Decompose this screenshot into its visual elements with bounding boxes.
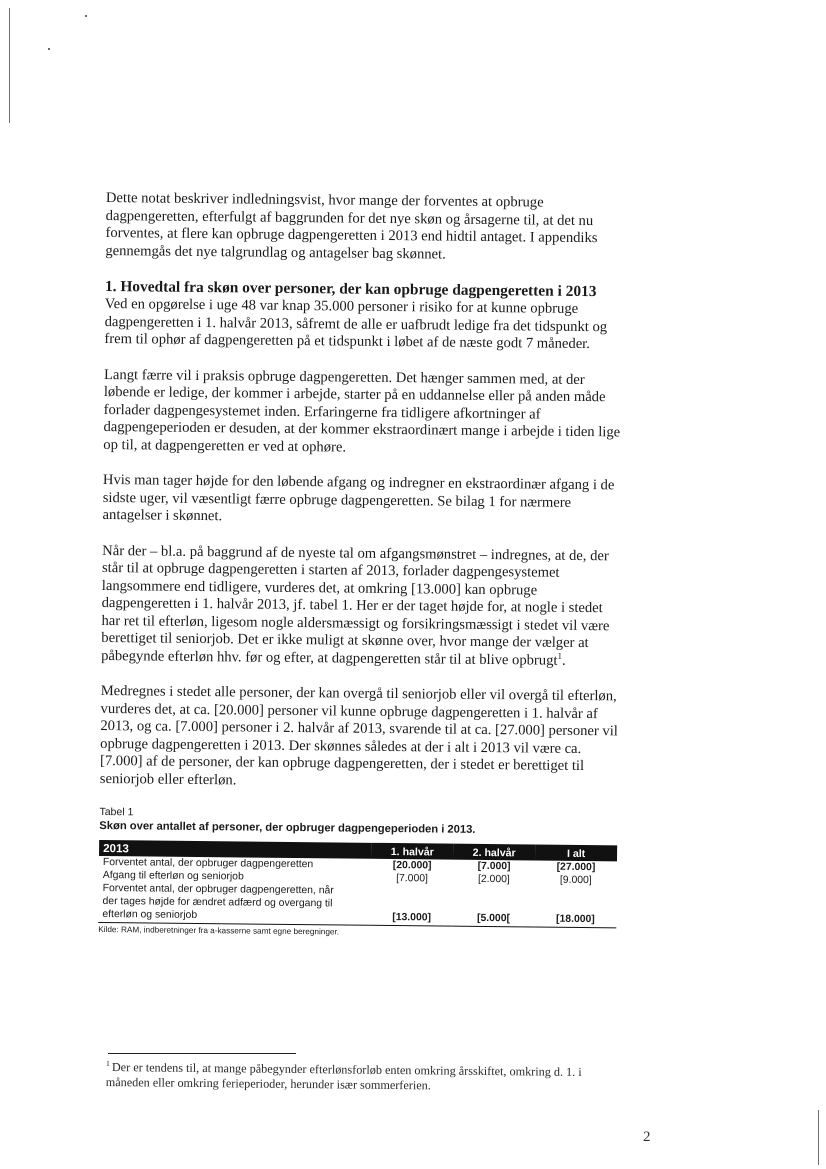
scan-edge-mark [9, 8, 10, 123]
paragraph-3: Hvis man tager højde for den løbende afgang og indregner en ekstraordinær afgang i de sidste uger, vil væsentligt færre opbruge dagpengeretten. Se bilag 1 for nærmere antagelser i skønnet. [102, 471, 615, 525]
section-heading: 1. Hovedtal fra skøn over personer, der kan opbruge dagpengeretten i 2013 [104, 277, 597, 301]
header-year: 2013 [99, 840, 371, 859]
footnote-reference: 1 [557, 650, 563, 661]
footnote-text: Der er tendens til, at mange påbegynder efterlønsforløb enten omkring årsskiftet, omkring d. 1. i måneden eller omkring ferieperioder, herunder især sommerferien. [105, 1060, 582, 1093]
scan-edge-mark [818, 1110, 819, 1165]
paragraph-4-text: Når der – bl.a. på baggrund af de nyeste tal om afgangsmønstret – indregnes, at de, der står til at opbruge dagpengeretten i starten af 2013, forlader dagpengesystemet langsommere end tidligere, vurderes det, at omkring [13.000] kan opbruge dagpengeretten i 1. halvår 2013, jf. tabel 1. Her er der taget højde for, at nogle i stedet har ret til efterløn, ligesom nogle aldersmæssigt og forsikringsmæssigt i stedet vil være berettiget til seniorjob. Det er ikke muligt at skønne over, hvor mange der vælger at påbegynde efterløn hhv. før og efter, at dagpengeretten står til at blive opbrugt [101, 542, 610, 669]
header-total: I alt [535, 845, 617, 862]
paragraph-1: Ved en opgørelse i uge 48 var knap 35.000 personer i risiko for at kunne opbruge dagpengeretten i 1. halvår 2013, såfremt de alle er uafbrudt ledige fra det tidspunkt og frem til ophør af dagpengeretten på et tidspunkt i løbet af de næste godt 7 måneder. [104, 295, 608, 353]
table-caption: Tabel 1 [99, 805, 134, 819]
cell-first-half: [13.000] [371, 885, 453, 926]
cell-total: [18.000] [534, 887, 616, 928]
table-source: Kilde: RAM, indberetninger fra a-kasserne samt egne beregninger. [98, 924, 340, 937]
header-second-half: 2. halvår [453, 844, 535, 861]
row-label: Forventet antal, der opbruger dagpengeretten, når der tages højde for ændret adfærd og overgang til efterløn og seniorjob [98, 882, 371, 925]
intro-paragraph: Dette notat beskriver indledningsvist, hvor mange der forventes at opbruge dagpengeretten, efterfulgt af baggrunden for det nye skøn og årsagerne til, at det nu forventes, at flere kan opbruge dagpengeretten i 2013 end hidtil antaget. I appendiks gennemgås det nye talgrundlag og antagelser bag skønnet. [105, 190, 598, 263]
cell-first-half: [20.000] [392, 860, 432, 872]
header-first-half: 1. halvår [371, 843, 453, 860]
cell-total: [9.000] [559, 874, 592, 887]
cell-first-half: [7.000] [396, 873, 428, 885]
cell-second-half: [5.000[ [452, 886, 534, 927]
cell-second-half: [2.000] [477, 873, 510, 886]
row-label: Forventet antal, der opbruger dagpengeretten [102, 857, 314, 871]
table-row [98, 882, 616, 928]
page-number: 2 [643, 1129, 651, 1145]
scan-dot [85, 15, 87, 17]
cell-total: [27.000] [556, 861, 596, 874]
footnote [106, 1060, 626, 1095]
cell-second-half: [7.000] [477, 860, 511, 873]
paragraph-5: Medregnes i stedet alle personer, der kan overgå til seniorjob eller vil overgå til efterløn, vurderes det, at ca. [20.000] personer vil kunne opbruge dagpengeretten i 1. halvår af 2013, og ca. [7.000] personer i 2. halvår af 2013, svarende til at ca. [27.000] personer vil opbruge dagpengeretten i 2013. Der skønnes således at der i alt i 2013 vil være ca. [7.000] af de personer, der kan opbruge dagpengeretten, der i stedet er berettiget til seniorjob eller efterløn. [99, 682, 618, 788]
paragraph-2: Langt færre vil i praksis opbruge dagpengeretten. Det hænger sammen med, at der løbende er ledige, der kommer i arbejde, starter på en uddannelse eller på anden måde forlader dagpengesystemet inden. Erfaringerne fra tidligere afkortninger af dagpengeperioden er desuden, at der kommer ekstraordinært mange i arbejde i tiden lige op til, at dagpengeretten er ved at ophøre. [103, 366, 621, 456]
table-title: Skøn over antallet af personer, der opbruger dagpengeperioden i 2013. [99, 819, 476, 836]
scan-dot [48, 48, 50, 50]
paragraph-4: Når der – bl.a. på baggrund af de nyeste tal om afgangsmønstret – indregnes, at de, der står til at opbruge dagpengeretten i starten af 2013, forlader dagpengesystemet langsommere end tidligere, vurderes det, at omkring [13.000] kan opbruge dagpengeretten i 1. halvår 2013, jf. tabel 1. Her er der taget højde for, at nogle i stedet har ret til efterløn, ligesom nogle aldersmæssigt og forsikringsmæssigt i stedet vil være berettiget til seniorjob. Det er ikke muligt at skønne over, hvor mange der vælger at påbegynde efterløn hhv. før og efter, at dagpengeretten står til at blive opbrugt$^1$. [101, 542, 610, 669]
footnote-mark: 1 [105, 1058, 111, 1068]
data-table [98, 840, 617, 928]
document-page [98, 190, 626, 939]
footnote-divider [108, 1053, 296, 1054]
row-label: Afgang til efterløn og seniorjob [102, 870, 244, 883]
